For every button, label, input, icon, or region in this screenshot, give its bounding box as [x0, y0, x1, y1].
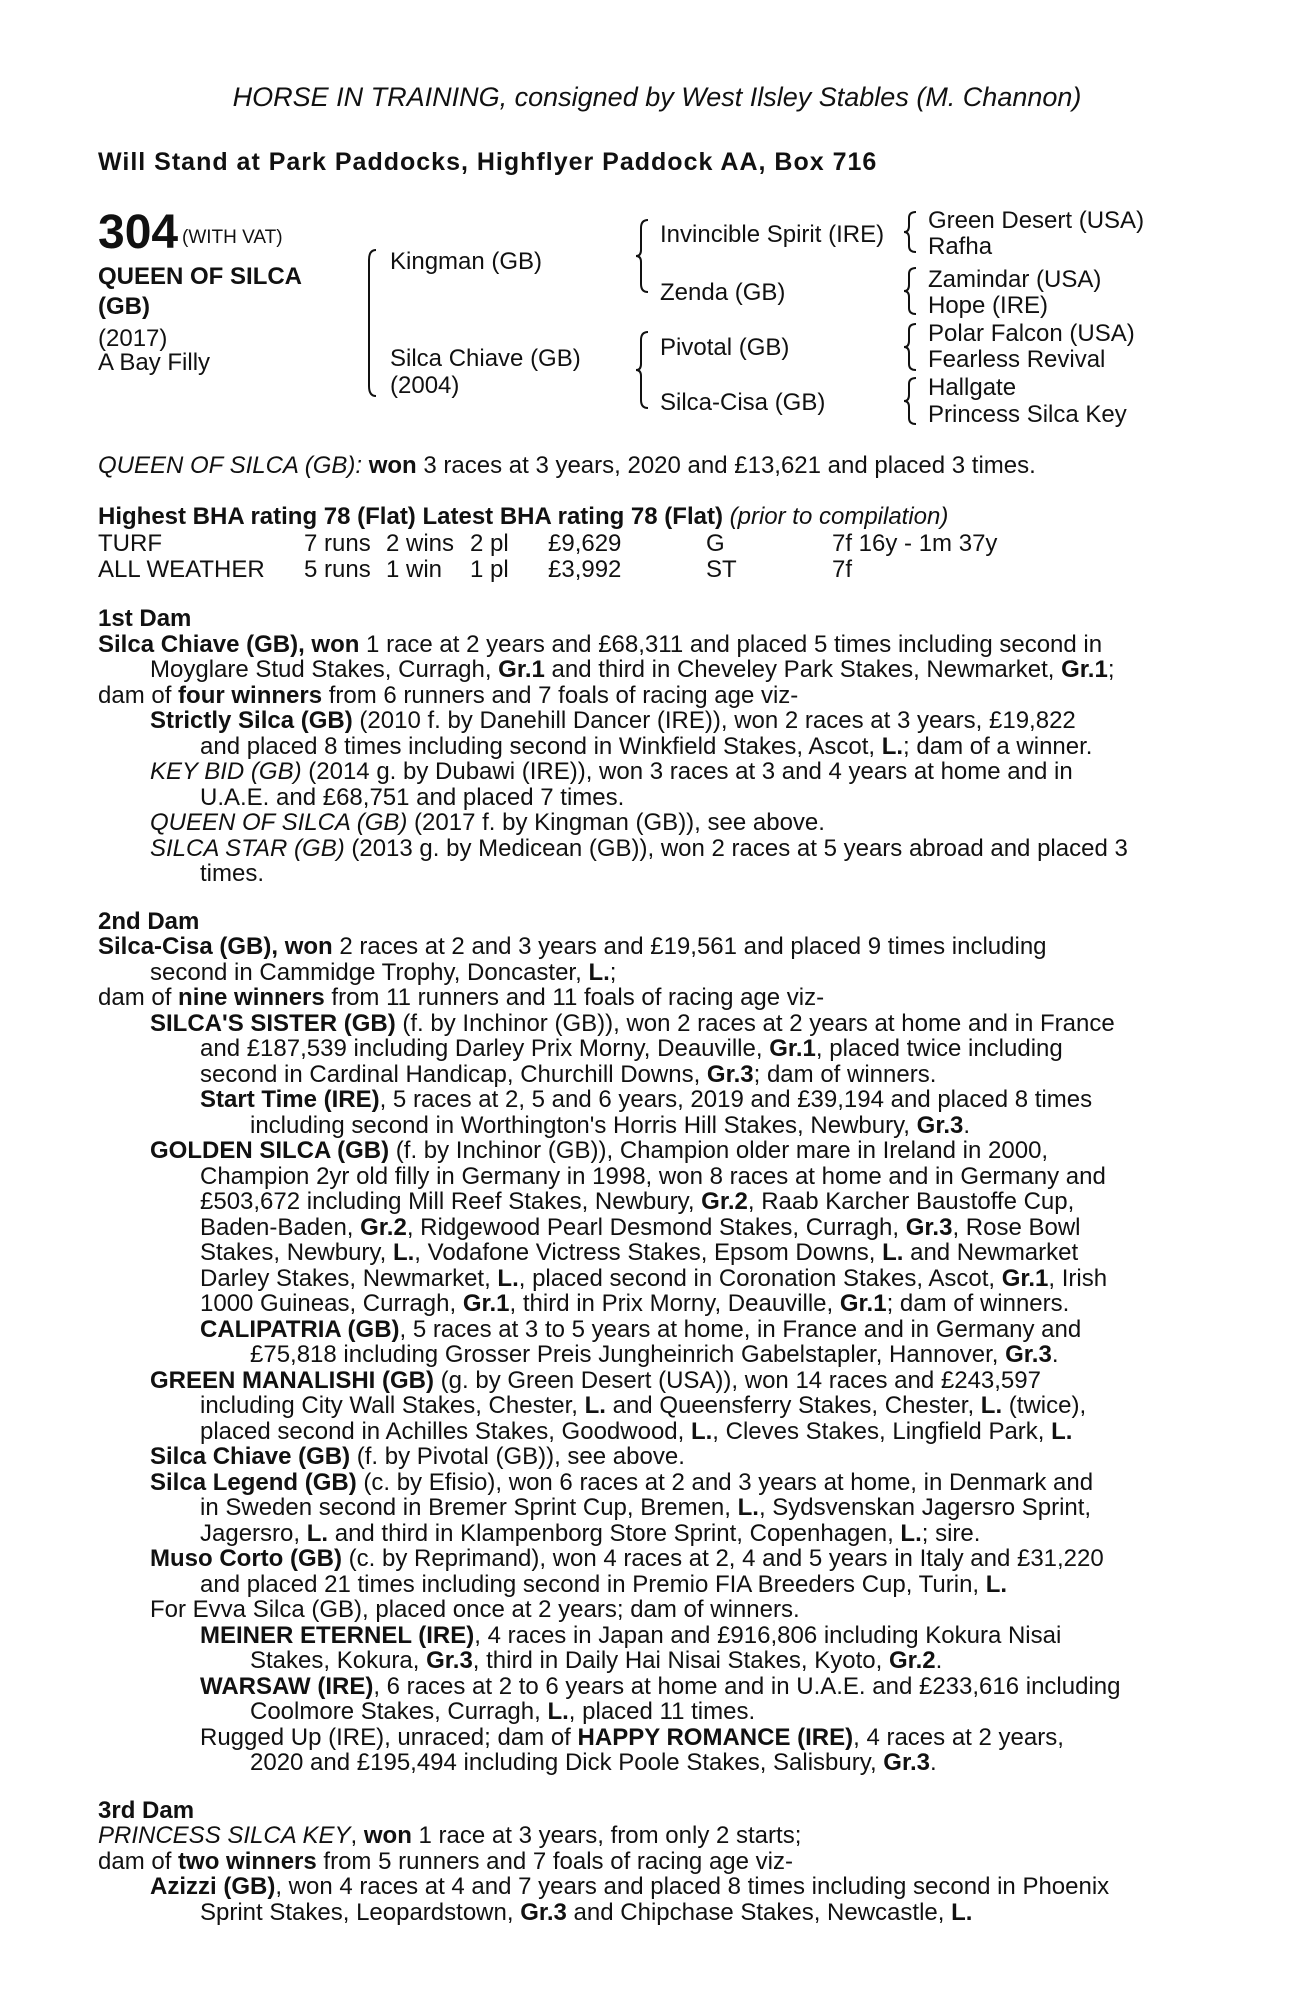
record-segment: Gr.3	[916, 1111, 964, 1139]
produce-record	[98, 606, 1208, 1925]
vat-note: (WITH VAT)	[182, 227, 283, 248]
pedigree-dam-year: (2004)	[390, 372, 460, 399]
pedigree-bracket-dam	[636, 330, 652, 410]
stats-distance: 7f 16y - 1m 37y	[832, 530, 998, 557]
record-segment: Gr.1	[769, 1035, 816, 1062]
record-segment: ; sire.	[921, 1519, 981, 1547]
record-segment: and placed 21 times including second in Premio FIA Breeders Cup, Turin,	[200, 1570, 986, 1598]
pedigree-sds: Zamindar (USA)	[928, 266, 1102, 293]
record-line	[98, 1823, 1208, 1849]
record-segment: Stakes, Newbury,	[200, 1239, 393, 1266]
record-segment: , won 4 races at 4 and 7 years and placed 8 times including second in Phoenix	[275, 1873, 1110, 1900]
record-segment: Muso Corto (GB)	[150, 1545, 342, 1572]
pedigree-ddd: Princess Silca Key	[928, 401, 1127, 428]
record-segment: Gr.1	[839, 1290, 887, 1317]
record-line	[98, 1900, 1208, 1926]
record-segment: L.	[690, 1417, 713, 1445]
pedigree-ssd: Rafha	[928, 233, 993, 260]
record-line	[98, 1087, 1208, 1113]
horse-description: A Bay Filly	[98, 349, 211, 376]
record-segment: L.	[497, 1264, 519, 1292]
record-segment: (f. by Pivotal (GB)), see above.	[350, 1443, 685, 1470]
pedigree-sdd: Hope (IRE)	[928, 292, 1049, 319]
record-line	[98, 1240, 1208, 1266]
record-segment: L.	[951, 1898, 973, 1926]
record-segment: Baden-Baden,	[200, 1213, 361, 1241]
record-line	[98, 1849, 1208, 1875]
section-gap	[98, 887, 1208, 909]
pedigree-sire-sire: Invincible Spirit (IRE)	[660, 221, 885, 248]
record-segment: , placed 11 times.	[568, 1698, 756, 1725]
record-segment: L.	[900, 1519, 922, 1547]
record-line	[98, 657, 1208, 683]
summary-name: QUEEN OF SILCA (GB):	[98, 452, 363, 479]
record-segment: and placed 8 times including second in Winkfield Stakes, Ascot,	[200, 732, 882, 760]
stats-wins: 2 wins	[386, 530, 455, 557]
record-segment: Darley Stakes, Newmarket,	[200, 1264, 498, 1292]
record-line	[98, 861, 1208, 887]
record-segment: dam of	[98, 984, 179, 1011]
record-segment: , 4 races at 2 years,	[853, 1723, 1064, 1751]
record-line	[98, 1393, 1208, 1419]
stats-money: £9,629	[548, 530, 622, 557]
venue-line: Will Stand at Park Paddocks, Highflyer Paddock AA, Box 716	[98, 148, 878, 176]
record-segment: .	[963, 1111, 971, 1139]
record-segment: 2020 and £195,494 including Dick Poole Stakes, Salisbury,	[250, 1749, 884, 1776]
record-segment: , placed twice including	[815, 1035, 1063, 1062]
pedigree-bracket-gen1	[364, 248, 380, 398]
record-segment: Coolmore Stakes, Curragh,	[250, 1698, 548, 1725]
record-segment: , third in Prix Morny, Deauville,	[509, 1290, 840, 1317]
record-segment: L.	[882, 1239, 904, 1266]
record-segment: 2 races at 2 and 3 years and £19,561 and placed 9 times including	[332, 933, 1047, 960]
pedigree-dsd: Fearless Revival	[928, 346, 1106, 373]
record-segment: £503,672 including Mill Reef Stakes, Newbury,	[200, 1188, 702, 1215]
record-segment: including second in Worthington's Horris Hill Stakes, Newbury,	[250, 1111, 917, 1139]
record-segment: Sprint Stakes, Leopardstown,	[200, 1898, 521, 1926]
foaling-year: (2017)	[98, 325, 168, 352]
record-line	[98, 708, 1208, 734]
record-segment: and third in Klampenborg Store Sprint, Copenhagen,	[328, 1519, 901, 1547]
record-segment: Gr.2	[360, 1213, 407, 1241]
rating-text: Highest BHA rating 78 (Flat) Latest BHA rating 78 (Flat)	[98, 503, 723, 530]
record-line	[98, 1419, 1208, 1445]
record-line	[98, 1317, 1208, 1343]
record-line	[98, 836, 1208, 862]
record-segment: ,	[350, 1822, 364, 1849]
record-segment: four winners	[178, 681, 323, 709]
record-line	[98, 1597, 1208, 1623]
record-line	[98, 960, 1208, 986]
record-segment: L.	[1051, 1417, 1073, 1445]
pedigree-bracket-sire	[636, 218, 652, 294]
record-segment: L.	[547, 1698, 569, 1725]
record-line	[98, 1572, 1208, 1598]
pedigree-bracket-ss	[904, 210, 920, 254]
record-segment: £75,818 including Grosser Preis Jungheinrich Gabelstapler, Hannover,	[250, 1341, 1006, 1368]
record-segment: ;	[1107, 656, 1115, 683]
record-segment: GOLDEN SILCA (GB)	[150, 1137, 390, 1164]
record-segment: Gr.1	[498, 656, 545, 683]
record-segment: (2013 g. by Medicean (GB)), won 2 races at 5 years abroad and placed 3	[344, 834, 1128, 862]
summary-rest: 3 races at 3 years, 2020 and £13,621 and placed 3 times.	[416, 452, 1036, 479]
record-segment: and £187,539 including Darley Prix Morny, Deauville,	[200, 1035, 770, 1062]
record-segment: dam of	[98, 1847, 179, 1875]
horse-name-line2: (GB)	[98, 293, 150, 320]
section-heading: 3rd Dam	[98, 1796, 195, 1824]
record-line	[98, 1674, 1208, 1700]
record-segment: , Rose Bowl	[952, 1213, 1081, 1241]
record-segment: times.	[200, 860, 265, 887]
record-segment: .	[930, 1749, 937, 1776]
record-segment: GREEN MANALISHI (GB)	[150, 1366, 434, 1394]
stats-going: G	[706, 530, 725, 557]
stats-runs: 5 runs	[304, 556, 371, 583]
record-segment: , 5 races at 3 to 5 years at home, in France and in Germany and	[399, 1315, 1082, 1343]
pedigree-dam-dam: Silca-Cisa (GB)	[660, 389, 826, 416]
record-segment: L.	[584, 1392, 606, 1419]
record-line	[98, 1138, 1208, 1164]
record-segment: from 6 runners and 7 foals of racing age viz-	[322, 681, 799, 709]
stats-distance: 7f	[832, 556, 853, 583]
pedigree-dds: Hallgate	[928, 374, 1017, 401]
record-segment: Gr.1	[462, 1290, 510, 1317]
record-line	[98, 632, 1208, 658]
record-line	[98, 1444, 1208, 1470]
record-segment: and Newmarket	[903, 1239, 1079, 1266]
stats-wins: 1 win	[386, 556, 443, 583]
record-segment: , Raab Karcher Baustoffe Cup,	[747, 1188, 1075, 1215]
record-segment: and Chipchase Stakes, Newcastle,	[566, 1898, 952, 1926]
record-line	[98, 1062, 1208, 1088]
record-line	[98, 1521, 1208, 1547]
bha-rating	[98, 503, 948, 531]
record-segment: ; dam of winners.	[753, 1060, 937, 1088]
record-segment: .	[1051, 1341, 1059, 1368]
record-segment: Gr.2	[888, 1647, 936, 1674]
race-summary	[98, 452, 1036, 480]
record-segment: in Sweden second in Bremer Sprint Cup, Bremen,	[200, 1494, 738, 1521]
record-segment: ; dam of winners.	[886, 1290, 1070, 1317]
horse-name-line1: QUEEN OF SILCA	[98, 263, 303, 290]
pedigree-bracket-sd	[904, 266, 920, 316]
record-line	[98, 734, 1208, 760]
record-segment: Strictly Silca (GB)	[150, 707, 353, 734]
record-line	[98, 1036, 1208, 1062]
record-line	[98, 985, 1208, 1011]
section-gap	[98, 1776, 1208, 1798]
pedigree-dam-sire: Pivotal (GB)	[660, 334, 790, 361]
record-line	[98, 1189, 1208, 1215]
record-segment: , Sydsvenskan Jagersro Sprint,	[758, 1494, 1092, 1521]
record-segment: L.	[588, 958, 610, 986]
record-segment: Moyglare Stud Stakes, Curragh,	[150, 656, 499, 683]
record-segment: Gr.3	[426, 1647, 473, 1674]
record-line	[98, 1266, 1208, 1292]
record-line	[98, 1342, 1208, 1368]
section-heading: 2nd Dam	[98, 907, 200, 935]
record-line	[98, 1725, 1208, 1751]
record-segment: Jagersro,	[200, 1519, 307, 1547]
record-segment: Stakes, Kokura,	[250, 1647, 427, 1674]
record-segment: ; dam of a winner.	[903, 732, 1093, 760]
record-segment: Gr.3	[883, 1749, 930, 1776]
record-segment: including City Wall Stakes, Chester,	[200, 1392, 585, 1419]
horse-name	[98, 262, 302, 322]
record-line	[98, 1699, 1208, 1725]
record-segment: , third in Daily Hai Nisai Stakes, Kyoto,	[472, 1647, 889, 1674]
record-segment: Rugged Up (IRE), unraced; dam of	[200, 1723, 578, 1751]
record-segment: 1 race at 2 years and £68,311 and placed 5 times including second in	[359, 630, 1103, 658]
record-line	[98, 1368, 1208, 1394]
record-line	[98, 810, 1208, 836]
record-segment: HAPPY ROMANCE (IRE)	[577, 1723, 854, 1751]
record-line	[98, 1546, 1208, 1572]
record-segment: Gr.3	[1005, 1341, 1052, 1368]
record-segment: 1 race at 3 years, from only 2 starts;	[411, 1822, 802, 1849]
record-segment: Silca Legend (GB)	[150, 1468, 357, 1496]
record-segment: L.	[392, 1239, 415, 1266]
record-segment: (2010 f. by Danehill Dancer (IRE)), won 2 races at 3 years, £19,822	[352, 707, 1076, 734]
record-segment: from 11 runners and 11 foals of racing age viz-	[324, 984, 825, 1011]
record-segment: Gr.3	[905, 1213, 953, 1241]
record-segment: Gr.3	[706, 1060, 754, 1088]
stats-placed: 2 pl	[470, 530, 509, 557]
record-segment: WARSAW (IRE)	[200, 1672, 374, 1700]
record-line	[98, 1164, 1208, 1190]
record-line	[98, 759, 1208, 785]
record-segment: PRINCESS SILCA KEY	[98, 1822, 351, 1849]
record-segment: nine winners	[178, 984, 325, 1011]
record-segment: second in Cardinal Handicap, Churchill Downs,	[200, 1060, 707, 1088]
record-segment: (c. by Reprimand), won 4 races at 2, 4 and 5 years in Italy and £31,220	[341, 1545, 1104, 1572]
record-segment: .	[935, 1647, 943, 1674]
record-segment: U.A.E. and £68,751 and placed 7 times.	[200, 783, 625, 811]
record-segment: dam of	[98, 681, 179, 709]
record-segment: Silca Chiave (GB), won	[98, 630, 360, 658]
record-segment: (twice),	[1002, 1392, 1087, 1419]
record-segment: and Queensferry Stakes, Chester,	[605, 1392, 981, 1419]
record-segment: (f. by Inchinor (GB)), won 2 races at 2 years at home and in France	[395, 1009, 1115, 1037]
record-segment: Gr.1	[1001, 1264, 1049, 1292]
record-line	[98, 1113, 1208, 1139]
stats-runs: 7 runs	[304, 530, 371, 557]
record-segment: and third in Cheveley Park Stakes, Newmarket,	[544, 656, 1062, 683]
record-line	[98, 1215, 1208, 1241]
record-line	[98, 1470, 1208, 1496]
record-segment: , placed second in Coronation Stakes, Ascot,	[518, 1264, 1002, 1292]
record-segment: Gr.3	[520, 1898, 567, 1926]
record-segment: 1000 Guineas, Curragh,	[200, 1290, 463, 1317]
record-segment: Silca-Cisa (GB), won	[98, 933, 333, 960]
record-segment: Start Time (IRE)	[200, 1086, 380, 1113]
pedigree-bracket-ds	[904, 322, 920, 372]
pedigree-bracket-dd	[904, 376, 920, 426]
record-segment: Silca Chiave (GB)	[150, 1443, 351, 1470]
record-line	[98, 1291, 1208, 1317]
record-segment: , 4 races in Japan and £916,806 including Kokura Nisai	[474, 1621, 1062, 1649]
record-segment: Champion 2yr old filly in Germany in 1998, won 8 races at home and in Germany and	[200, 1162, 1106, 1190]
stats-placed: 1 pl	[470, 556, 509, 583]
record-segment: , Ridgewood Pearl Desmond Stakes, Curragh,	[406, 1213, 906, 1241]
record-segment: , 6 races at 2 to 6 years at home and in U.A.E. and £233,616 including	[373, 1672, 1121, 1700]
rating-note: (prior to compilation)	[729, 503, 949, 530]
record-segment: ;	[609, 958, 617, 986]
record-line	[98, 1648, 1208, 1674]
record-segment: Gr.1	[1061, 656, 1108, 683]
stats-surface: TURF	[98, 530, 162, 557]
record-segment: QUEEN OF SILCA (GB)	[150, 809, 408, 836]
record-segment: MEINER ETERNEL (IRE)	[200, 1621, 475, 1649]
record-line	[98, 1874, 1208, 1900]
record-segment: placed second in Achilles Stakes, Goodwood,	[200, 1417, 691, 1445]
record-segment: , Vodafone Victress Stakes, Epsom Downs,	[414, 1239, 883, 1266]
record-segment: L.	[985, 1570, 1008, 1598]
record-segment: L.	[881, 732, 904, 760]
pedigree-dam: Silca Chiave (GB)	[390, 345, 581, 372]
stats-surface: ALL WEATHER	[98, 556, 265, 583]
stats-money: £3,992	[548, 556, 622, 583]
record-segment: two winners	[178, 1847, 317, 1875]
record-line	[98, 934, 1208, 960]
record-line	[98, 785, 1208, 811]
record-segment: (c. by Efisio), won 6 races at 2 and 3 years at home, in Denmark and	[356, 1468, 1094, 1496]
record-segment: SILCA'S SISTER (GB)	[150, 1009, 396, 1037]
record-segment: Azizzi (GB)	[150, 1873, 276, 1900]
record-segment: second in Cammidge Trophy, Doncaster,	[150, 958, 589, 986]
page-title: HORSE IN TRAINING, consigned by West Ilsley Stables (M. Channon)	[232, 82, 1082, 112]
record-segment: (f. by Inchinor (GB)), Champion older mare in Ireland in 2000,	[389, 1137, 1049, 1164]
record-segment: L.	[980, 1392, 1003, 1419]
record-segment: (2014 g. by Dubawi (IRE)), won 3 races at 3 and 4 years at home and in	[301, 758, 1073, 785]
record-segment: , 5 races at 2, 5 and 6 years, 2019 and £39,194 and placed 8 times	[379, 1086, 1093, 1113]
record-segment: , Cleves Stakes, Lingfield Park,	[712, 1417, 1052, 1445]
record-line	[98, 1623, 1208, 1649]
record-segment: CALIPATRIA (GB)	[200, 1315, 400, 1343]
record-segment: from 5 runners and 7 foals of racing age viz-	[316, 1847, 793, 1875]
pedigree-dss: Polar Falcon (USA)	[928, 320, 1135, 347]
record-segment: (2017 f. by Kingman (GB)), see above.	[407, 809, 825, 836]
record-line	[98, 683, 1208, 709]
record-segment: (g. by Green Desert (USA)), won 14 races and £243,597	[434, 1366, 1041, 1394]
record-segment: L.	[737, 1494, 759, 1521]
pedigree-sire-dam: Zenda (GB)	[660, 279, 786, 306]
record-line	[98, 1011, 1208, 1037]
record-line	[98, 1495, 1208, 1521]
summary-won: won	[368, 452, 417, 479]
record-segment: KEY BID (GB)	[150, 758, 302, 785]
record-segment: , Irish	[1048, 1264, 1108, 1292]
stats-going: ST	[706, 556, 737, 583]
record-segment: won	[363, 1822, 412, 1849]
record-segment: For Evva Silca (GB), placed once at 2 years; dam of winners.	[150, 1596, 800, 1623]
record-segment: Gr.2	[701, 1188, 748, 1215]
lot-number: 304	[98, 206, 179, 259]
record-line	[98, 1750, 1208, 1776]
pedigree-sss: Green Desert (USA)	[928, 207, 1145, 234]
section-heading: 1st Dam	[98, 605, 192, 632]
record-segment: L.	[306, 1519, 329, 1547]
pedigree-sire: Kingman (GB)	[390, 248, 543, 275]
record-segment: SILCA STAR (GB)	[150, 834, 345, 862]
